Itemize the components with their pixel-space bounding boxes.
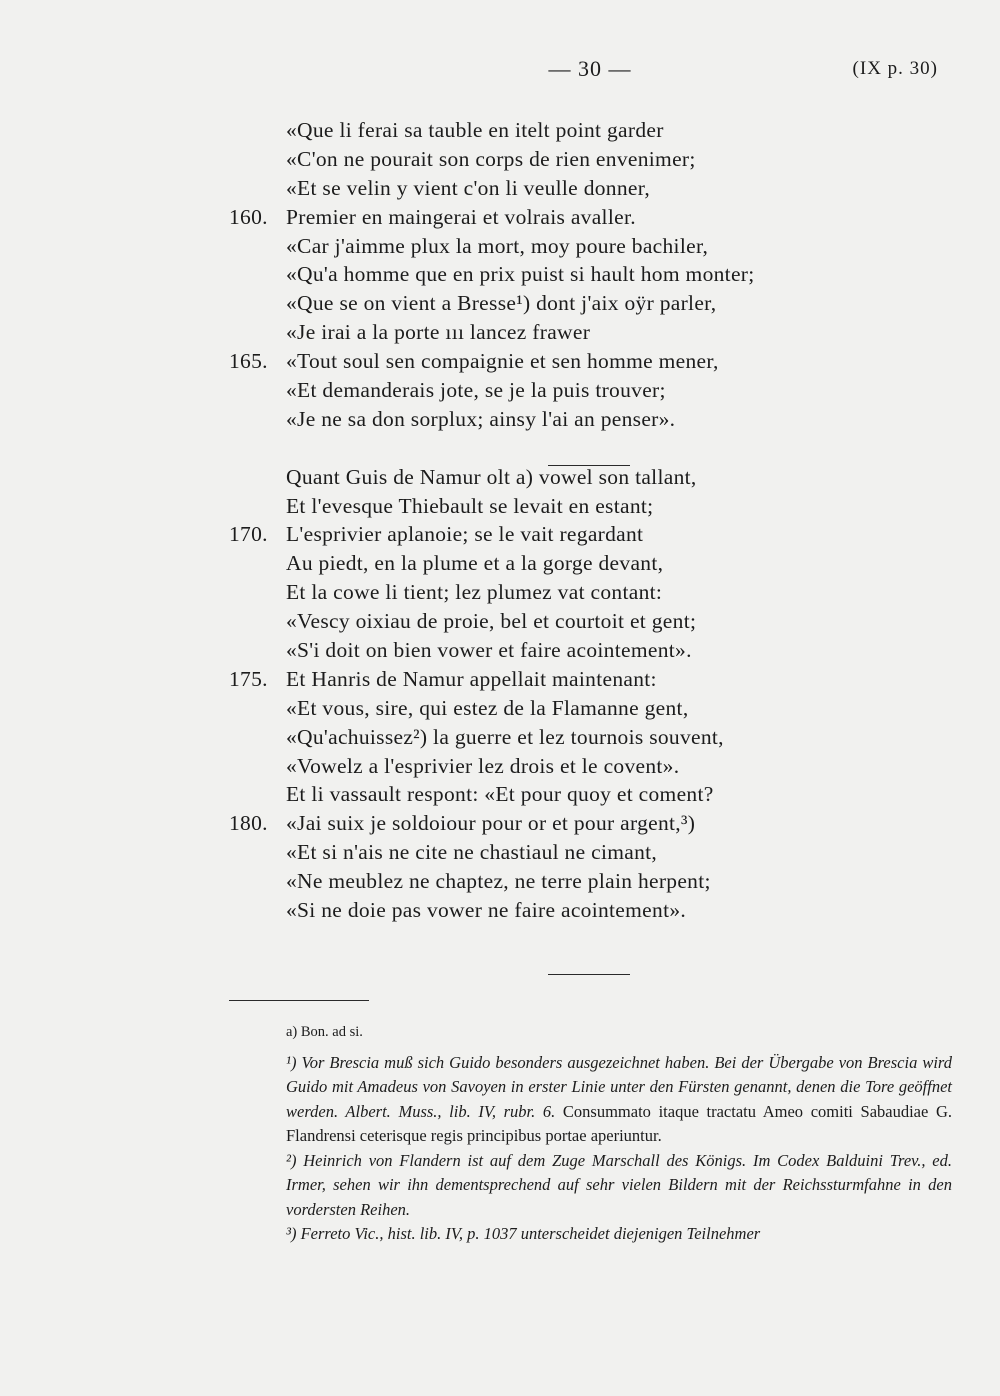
footnote-3: ³) Ferreto Vic., hist. lib. IV, p. 1037 unterscheidet diejenigen Teilnehmer <box>286 1224 761 1243</box>
verse-line <box>0 232 1000 261</box>
verse-text: Premier en maingerai et volrais avaller. <box>286 204 636 229</box>
verse-line <box>0 174 1000 203</box>
verse-line <box>0 145 1000 174</box>
verse-number: 165. <box>229 349 268 374</box>
verse-line <box>0 607 1000 636</box>
verse-text: «Jai suix je soldoiour pour or et pour argent,³) <box>286 811 696 836</box>
verse-text: «Car j'aimme plux la mort, moy poure bachiler, <box>286 233 709 258</box>
section-separator-2 <box>548 974 630 975</box>
verse-line <box>0 347 1000 376</box>
verse-text: Et li vassault respont: «Et pour quoy et coment? <box>286 782 714 807</box>
verse-block <box>0 116 1000 925</box>
verse-text: «Tout soul sen compaignie et sen homme mener, <box>286 349 719 374</box>
verse-text: «Vescy oixiau de proie, bel et courtoit et gent; <box>286 609 697 634</box>
verse-text: Et l'evesque Thiebault se levait en estant; <box>286 493 654 518</box>
verse-line <box>0 694 1000 723</box>
footnotes <box>286 1020 952 1247</box>
verse-text: «Et vous, sire, qui estez de la Flamanne gent, <box>286 695 689 720</box>
verse-line <box>0 376 1000 405</box>
verse-line <box>0 405 1000 434</box>
footnote-1 <box>286 1051 952 1149</box>
section-separator-1 <box>548 465 630 466</box>
verse-number: 160. <box>229 204 268 229</box>
verse-text: «Qu'a homme que en prix puist si hault hom monter; <box>286 262 755 287</box>
verse-number: 175. <box>229 666 268 691</box>
verse-text: «Que li ferai sa tauble en itelt point garder <box>286 118 664 142</box>
verse-text: «C'on ne pourait son corps de rien envenimer; <box>286 146 696 171</box>
verse-text: «Si ne doie pas vower ne faire acointement». <box>286 898 687 923</box>
verse-line <box>0 665 1000 694</box>
verse-line <box>0 780 1000 809</box>
verse-text: «Je irai a la porte ııı lancez frawer <box>286 320 591 345</box>
verse-text: «Que se on vient a Bresse¹) dont j'aix oÿr parler, <box>286 291 717 316</box>
verse-line <box>0 289 1000 318</box>
verse-line <box>0 549 1000 578</box>
verse-text: L'esprivier aplanoie; se le vait regardant <box>286 522 644 547</box>
verse-line <box>0 492 1000 521</box>
verse-number: 170. <box>229 522 268 547</box>
verse-text: «Et demanderais jote, se je la puis trouver; <box>286 378 666 403</box>
verse-text: «Qu'achuissez²) la guerre et lez tournois souvent, <box>286 724 724 749</box>
verse-line <box>0 867 1000 896</box>
verse-line <box>0 463 1000 492</box>
verse-text: Et la cowe li tient; lez plumez vat contant: <box>286 580 663 605</box>
verse-line <box>0 318 1000 347</box>
footnote-1-german: ¹) Vor Brescia muß sich Guido besonders ausgezeichnet haben. Bei der Übergabe von Brescia wird Guido mit Amadeus von Savoyen in erster Linie unter den Fürsten genannt, denen die Tore geöffnet werden. Albert. Muss., lib. IV, rubr. 6. <box>286 1052 952 1121</box>
footnote-a: a) Bon. ad si. <box>286 1024 363 1040</box>
verse-line <box>0 116 1000 145</box>
verse-line <box>0 636 1000 665</box>
verse-text: Quant Guis de Namur olt a) vowel son tallant, <box>286 464 697 489</box>
verse-text: Et Hanris de Namur appellait maintenant: <box>286 666 657 691</box>
verse-line <box>0 578 1000 607</box>
verse-text: «Vowelz a l'esprivier lez drois et le covent». <box>286 753 680 778</box>
footnote-rule <box>229 1000 369 1001</box>
page-reference: (IX p. 30) <box>852 58 938 79</box>
verse-text: «Et si n'ais ne cite ne chastiaul ne cimant, <box>286 840 658 865</box>
verse-number: 180. <box>229 811 268 836</box>
footnote-2: ²) Heinrich von Flandern ist auf dem Zuge Marschall des Königs. Im Codex Balduini Trev., ed. Irmer, sehen wir ihn dementsprechend auf sehr vielen Bildern mit der Reichssturmfahne in den vordersten Reihen. <box>286 1150 952 1219</box>
verse-line <box>0 203 1000 232</box>
verse-text: Au piedt, en la plume et a la gorge devant, <box>286 551 664 576</box>
verse-line <box>0 723 1000 752</box>
verse-text: «Je ne sa don sorplux; ainsy l'ai an penser». <box>286 406 676 431</box>
verse-line <box>0 838 1000 867</box>
verse-line <box>0 434 1000 463</box>
verse-text: «Et se velin y vient c'on li veulle donner, <box>286 175 651 200</box>
verse-line <box>0 520 1000 549</box>
verse-line <box>0 260 1000 289</box>
verse-line <box>0 896 1000 925</box>
footnote-1-latin: Consummato itaque tractatu Ameo comiti Sabaudiae G. Flandrensi ceterisque regis principibus portae aperiuntur. <box>286 1101 953 1145</box>
verse-text: «S'i doit on bien vower et faire acointement». <box>286 638 692 663</box>
verse-line <box>0 752 1000 781</box>
page-number: — 30 — <box>548 56 632 81</box>
verse-text: «Ne meublez ne chaptez, ne terre plain herpent; <box>286 869 711 894</box>
verse-line <box>0 809 1000 838</box>
